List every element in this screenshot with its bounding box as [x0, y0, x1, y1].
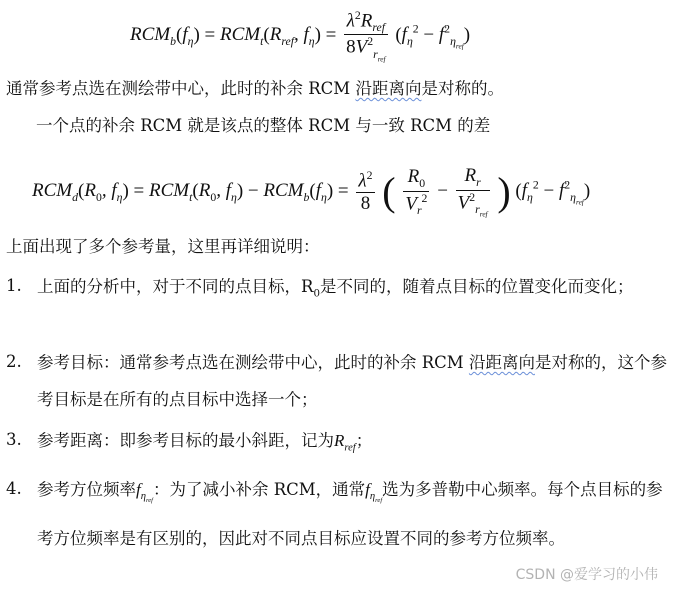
- intro-tail: 是对称的。: [421, 79, 504, 98]
- list-num-3: 3.: [6, 430, 22, 449]
- list-item-3: 参考距离：即参考目标的最小斜距，记为$R_{ref}$；: [37, 431, 373, 454]
- list-item-3-a: 参考距离：即参考目标的最小斜距，记为: [37, 431, 334, 450]
- list-item-2-b: 是对称的，这个参考目标是在所有的点目标中选择一个；: [37, 353, 667, 409]
- equation-rcm-b: $RCM_b(f_\eta) = RCM_t(R_{ref}$, $f_\eta$) = $\frac{\lambda^2R_{ref}}{8V^2_{r_{ref}}}$ $(f_\eta^2 - f^2_{\eta_{ref}})$: [130, 8, 471, 63]
- list-item-4-b: ：为了减小补余 RCM，通常: [152, 480, 366, 499]
- list-num-2: 2.: [6, 352, 22, 371]
- f-eta-ref-symbol: $f_{\eta_{ref}}$: [136, 480, 153, 505]
- r-ref-symbol: $R_{ref}$: [334, 431, 356, 454]
- intro-text: 通常参考点选在测绘带中心，此时的补余 RCM: [6, 79, 356, 98]
- list-item-1-sub: 0: [313, 288, 320, 300]
- list-item-4-a: 参考方位频率: [37, 480, 136, 499]
- list-item-1-b: 是不同的，随着点目标的位置变化而变化；: [319, 277, 634, 296]
- f-eta-ref-symbol-2: $f_{\eta_{ref}}$: [365, 480, 383, 505]
- equation-rcm-d: $RCM_d(R_0$, $f_\eta) = RCM_t(R_0$, $f_\eta) - RCM_b(f_\eta)$ = $\frac{\lambda^2}{8}$ ( $\frac{R_0}{V_r^2}$ − $\frac{R_r}{V^2_{r_{ref}}}$ ) $(f_\eta^2 - f^2_{\eta_{ref}})$: [32, 165, 591, 219]
- list-num-1: 1.: [6, 276, 22, 295]
- list-item-2-a: 参考目标：通常参考点选在测绘带中心，此时的补余 RCM: [37, 353, 469, 372]
- refs-heading: 上面出现了多个参考量，这里再详细说明：: [6, 237, 320, 256]
- list-num-4: 4.: [6, 479, 22, 498]
- rcm-d-paragraph: 一个点的补余 RCM 就是该点的整体 RCM 与一致 RCM 的差: [36, 116, 491, 135]
- list-item-1: [37, 268, 667, 312]
- list-item-1-a: 上面的分析中，对于不同的点目标，R: [37, 277, 314, 296]
- list-item-4-c: 选为多普勒中心频率。每个点目标的参考方位频率是有区别的，因此对不同点目标应设置不同的参考方位频率。: [37, 480, 663, 548]
- list-item-4: [37, 471, 667, 557]
- list-item-2: [37, 344, 667, 418]
- watermark: CSDN @爱学习的小伟: [515, 567, 658, 583]
- intro-squiggle-text: 沿距离向: [355, 79, 422, 98]
- list-item-2-squiggle: 沿距离向: [468, 353, 535, 372]
- intro-paragraph: [6, 78, 504, 100]
